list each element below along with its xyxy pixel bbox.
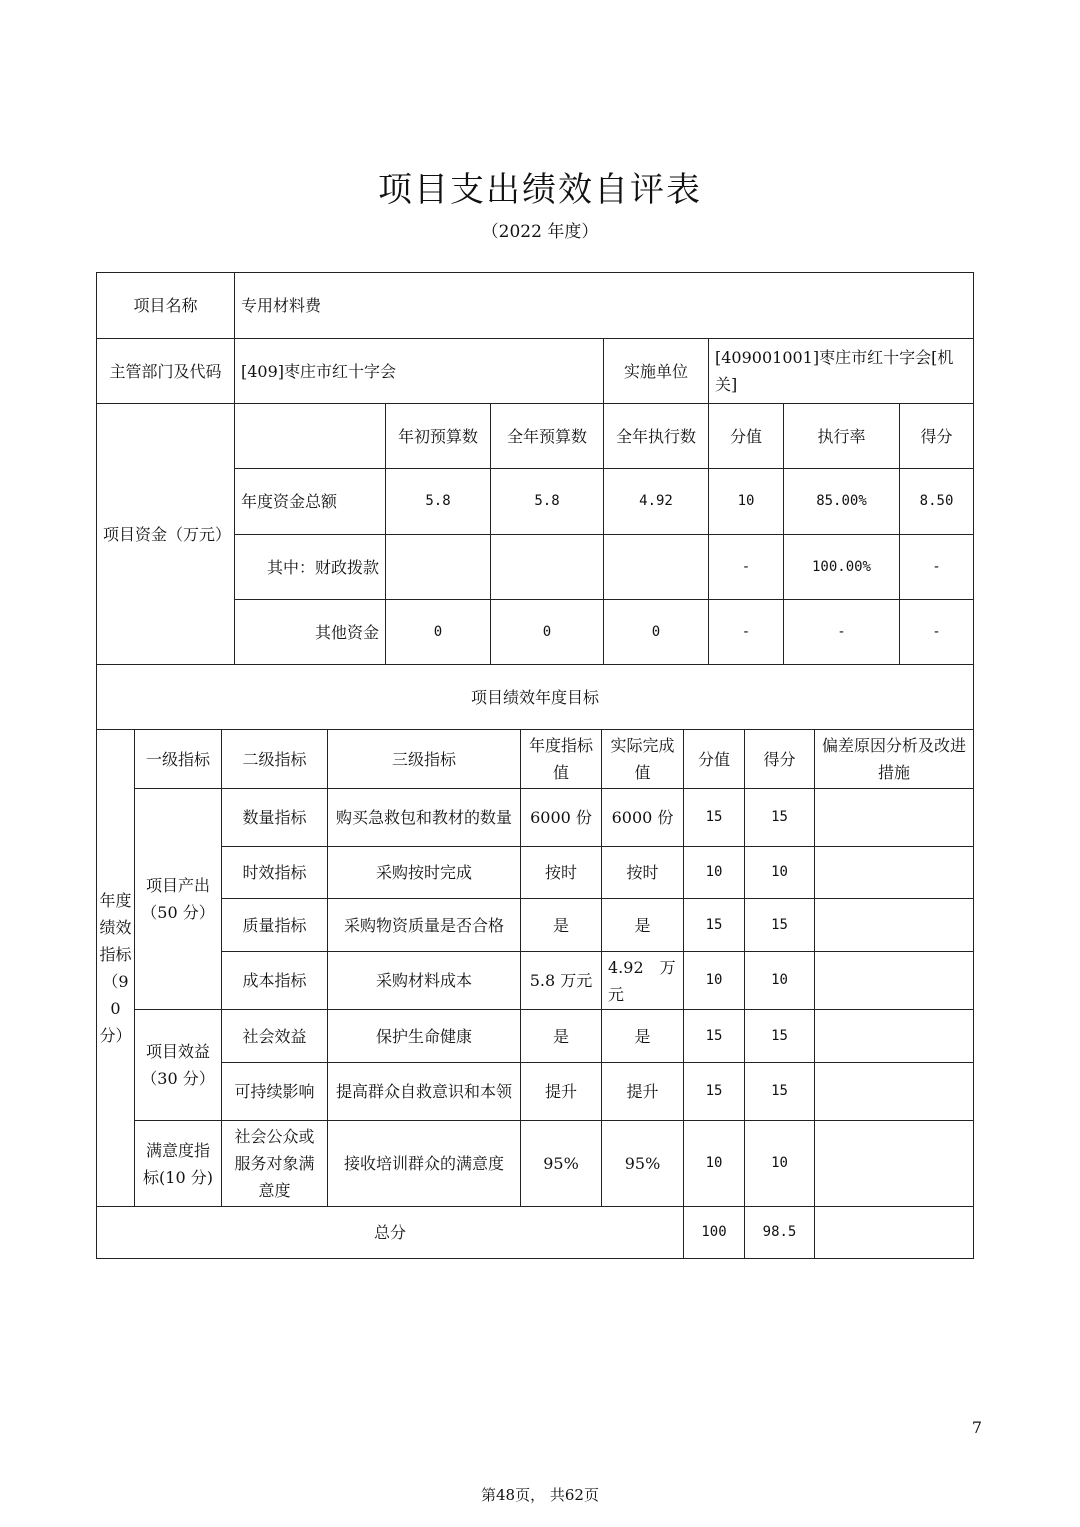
project-name-label: 项目名称 — [97, 273, 235, 339]
fund-cell: 5.8 — [491, 469, 604, 535]
score-cell: 15 — [684, 899, 745, 952]
got-cell: 15 — [745, 789, 815, 847]
score-cell: 15 — [684, 1010, 745, 1063]
actual-cell: 4.92 万元 — [602, 952, 684, 1010]
actual-cell: 是 — [602, 1010, 684, 1063]
got-cell: 10 — [745, 847, 815, 899]
target-cell: 5.8 万元 — [521, 952, 602, 1010]
note-cell — [815, 1063, 974, 1121]
dept-value: [409]枣庄市红十字会 — [235, 339, 604, 404]
target-cell: 95% — [521, 1121, 602, 1207]
got-cell: 10 — [745, 1121, 815, 1207]
indicator-header: 得分 — [745, 730, 815, 789]
indicator-table — [96, 729, 974, 1259]
fund-cell — [386, 535, 491, 600]
indicator-header: 实际完成值 — [602, 730, 684, 789]
target-cell: 是 — [521, 899, 602, 952]
unit-value: [409001001]枣庄市红十字会[机关] — [709, 339, 974, 404]
fund-cell: 10 — [709, 469, 784, 535]
fund-row-label: 其他资金 — [235, 600, 386, 665]
note-cell — [815, 1010, 974, 1063]
level2-cell: 社会效益 — [222, 1010, 328, 1063]
fund-header: 分值 — [709, 404, 784, 469]
level1-output: 项目产出（50 分） — [135, 789, 222, 1010]
fund-header: 全年执行数 — [604, 404, 709, 469]
page-title: 项目支出绩效自评表 — [378, 170, 702, 210]
total-got: 98.5 — [745, 1207, 815, 1259]
level2-cell: 成本指标 — [222, 952, 328, 1010]
fund-header: 年初预算数 — [386, 404, 491, 469]
target-cell: 提升 — [521, 1063, 602, 1121]
note-cell — [815, 899, 974, 952]
level2-cell: 社会公众或服务对象满意度 — [222, 1121, 328, 1207]
fund-cell — [491, 535, 604, 600]
actual-cell: 95% — [602, 1121, 684, 1207]
score-cell: 10 — [684, 847, 745, 899]
fund-header: 得分 — [900, 404, 974, 469]
actual-cell: 提升 — [602, 1063, 684, 1121]
target-cell: 按时 — [521, 847, 602, 899]
fund-header-blank — [235, 404, 386, 469]
level3-cell: 采购材料成本 — [328, 952, 521, 1010]
target-cell: 是 — [521, 1010, 602, 1063]
fund-cell: 5.8 — [386, 469, 491, 535]
actual-cell: 6000 份 — [602, 789, 684, 847]
fund-cell: 0 — [491, 600, 604, 665]
fund-cell: - — [709, 535, 784, 600]
fund-cell: 0 — [386, 600, 491, 665]
fund-header: 全年预算数 — [491, 404, 604, 469]
level3-cell: 采购按时完成 — [328, 847, 521, 899]
indicator-header: 一级指标 — [135, 730, 222, 789]
fund-cell: 0 — [604, 600, 709, 665]
actual-cell: 按时 — [602, 847, 684, 899]
fund-cell: 4.92 — [604, 469, 709, 535]
actual-cell: 是 — [602, 899, 684, 952]
dept-label: 主管部门及代码 — [97, 339, 235, 404]
goal-header: 项目绩效年度目标 — [97, 665, 974, 730]
score-cell: 15 — [684, 1063, 745, 1121]
note-cell — [815, 952, 974, 1010]
unit-label: 实施单位 — [604, 339, 709, 404]
fund-label: 项目资金（万元） — [97, 404, 235, 665]
score-cell: 10 — [684, 1121, 745, 1207]
fund-row-label: 年度资金总额 — [235, 469, 386, 535]
level2-cell: 可持续影响 — [222, 1063, 328, 1121]
level1-benefit: 项目效益（30 分） — [135, 1010, 222, 1121]
fund-cell: 100.00% — [784, 535, 900, 600]
note-cell — [815, 847, 974, 899]
level3-cell: 提高群众自救意识和本领 — [328, 1063, 521, 1121]
project-name-value: 专用材料费 — [235, 273, 974, 339]
page-footer: 第48页， 共62页 — [481, 1486, 599, 1504]
score-cell: 15 — [684, 789, 745, 847]
got-cell: 15 — [745, 1010, 815, 1063]
total-label: 总分 — [97, 1207, 684, 1259]
indicator-header: 二级指标 — [222, 730, 328, 789]
indicator-header: 三级指标 — [328, 730, 521, 789]
indicator-header: 分值 — [684, 730, 745, 789]
total-note — [815, 1207, 974, 1259]
fund-cell — [604, 535, 709, 600]
target-cell: 6000 份 — [521, 789, 602, 847]
fund-row-label: 其中：财政拨款 — [235, 535, 386, 600]
fund-header: 执行率 — [784, 404, 900, 469]
indicator-side-label: 年度绩效指标（90分） — [97, 730, 135, 1207]
level3-cell: 接收培训群众的满意度 — [328, 1121, 521, 1207]
total-score: 100 — [684, 1207, 745, 1259]
fund-table — [96, 272, 974, 730]
level2-cell: 时效指标 — [222, 847, 328, 899]
level2-cell: 质量指标 — [222, 899, 328, 952]
fund-cell: - — [784, 600, 900, 665]
fund-cell: - — [709, 600, 784, 665]
score-cell: 10 — [684, 952, 745, 1010]
page-subtitle: （2022 年度） — [481, 222, 599, 242]
page-number: 7 — [971, 1418, 982, 1437]
note-cell — [815, 1121, 974, 1207]
fund-cell: 85.00% — [784, 469, 900, 535]
note-cell — [815, 789, 974, 847]
got-cell: 15 — [745, 899, 815, 952]
indicator-header: 年度指标值 — [521, 730, 602, 789]
fund-cell: 8.50 — [900, 469, 974, 535]
fund-cell: - — [900, 535, 974, 600]
got-cell: 15 — [745, 1063, 815, 1121]
level3-cell: 保护生命健康 — [328, 1010, 521, 1063]
fund-cell: - — [900, 600, 974, 665]
level3-cell: 购买急救包和教材的数量 — [328, 789, 521, 847]
got-cell: 10 — [745, 952, 815, 1010]
level3-cell: 采购物资质量是否合格 — [328, 899, 521, 952]
indicator-header: 偏差原因分析及改进措施 — [815, 730, 974, 789]
level2-cell: 数量指标 — [222, 789, 328, 847]
level1-satisfaction: 满意度指标(10 分) — [135, 1121, 222, 1207]
